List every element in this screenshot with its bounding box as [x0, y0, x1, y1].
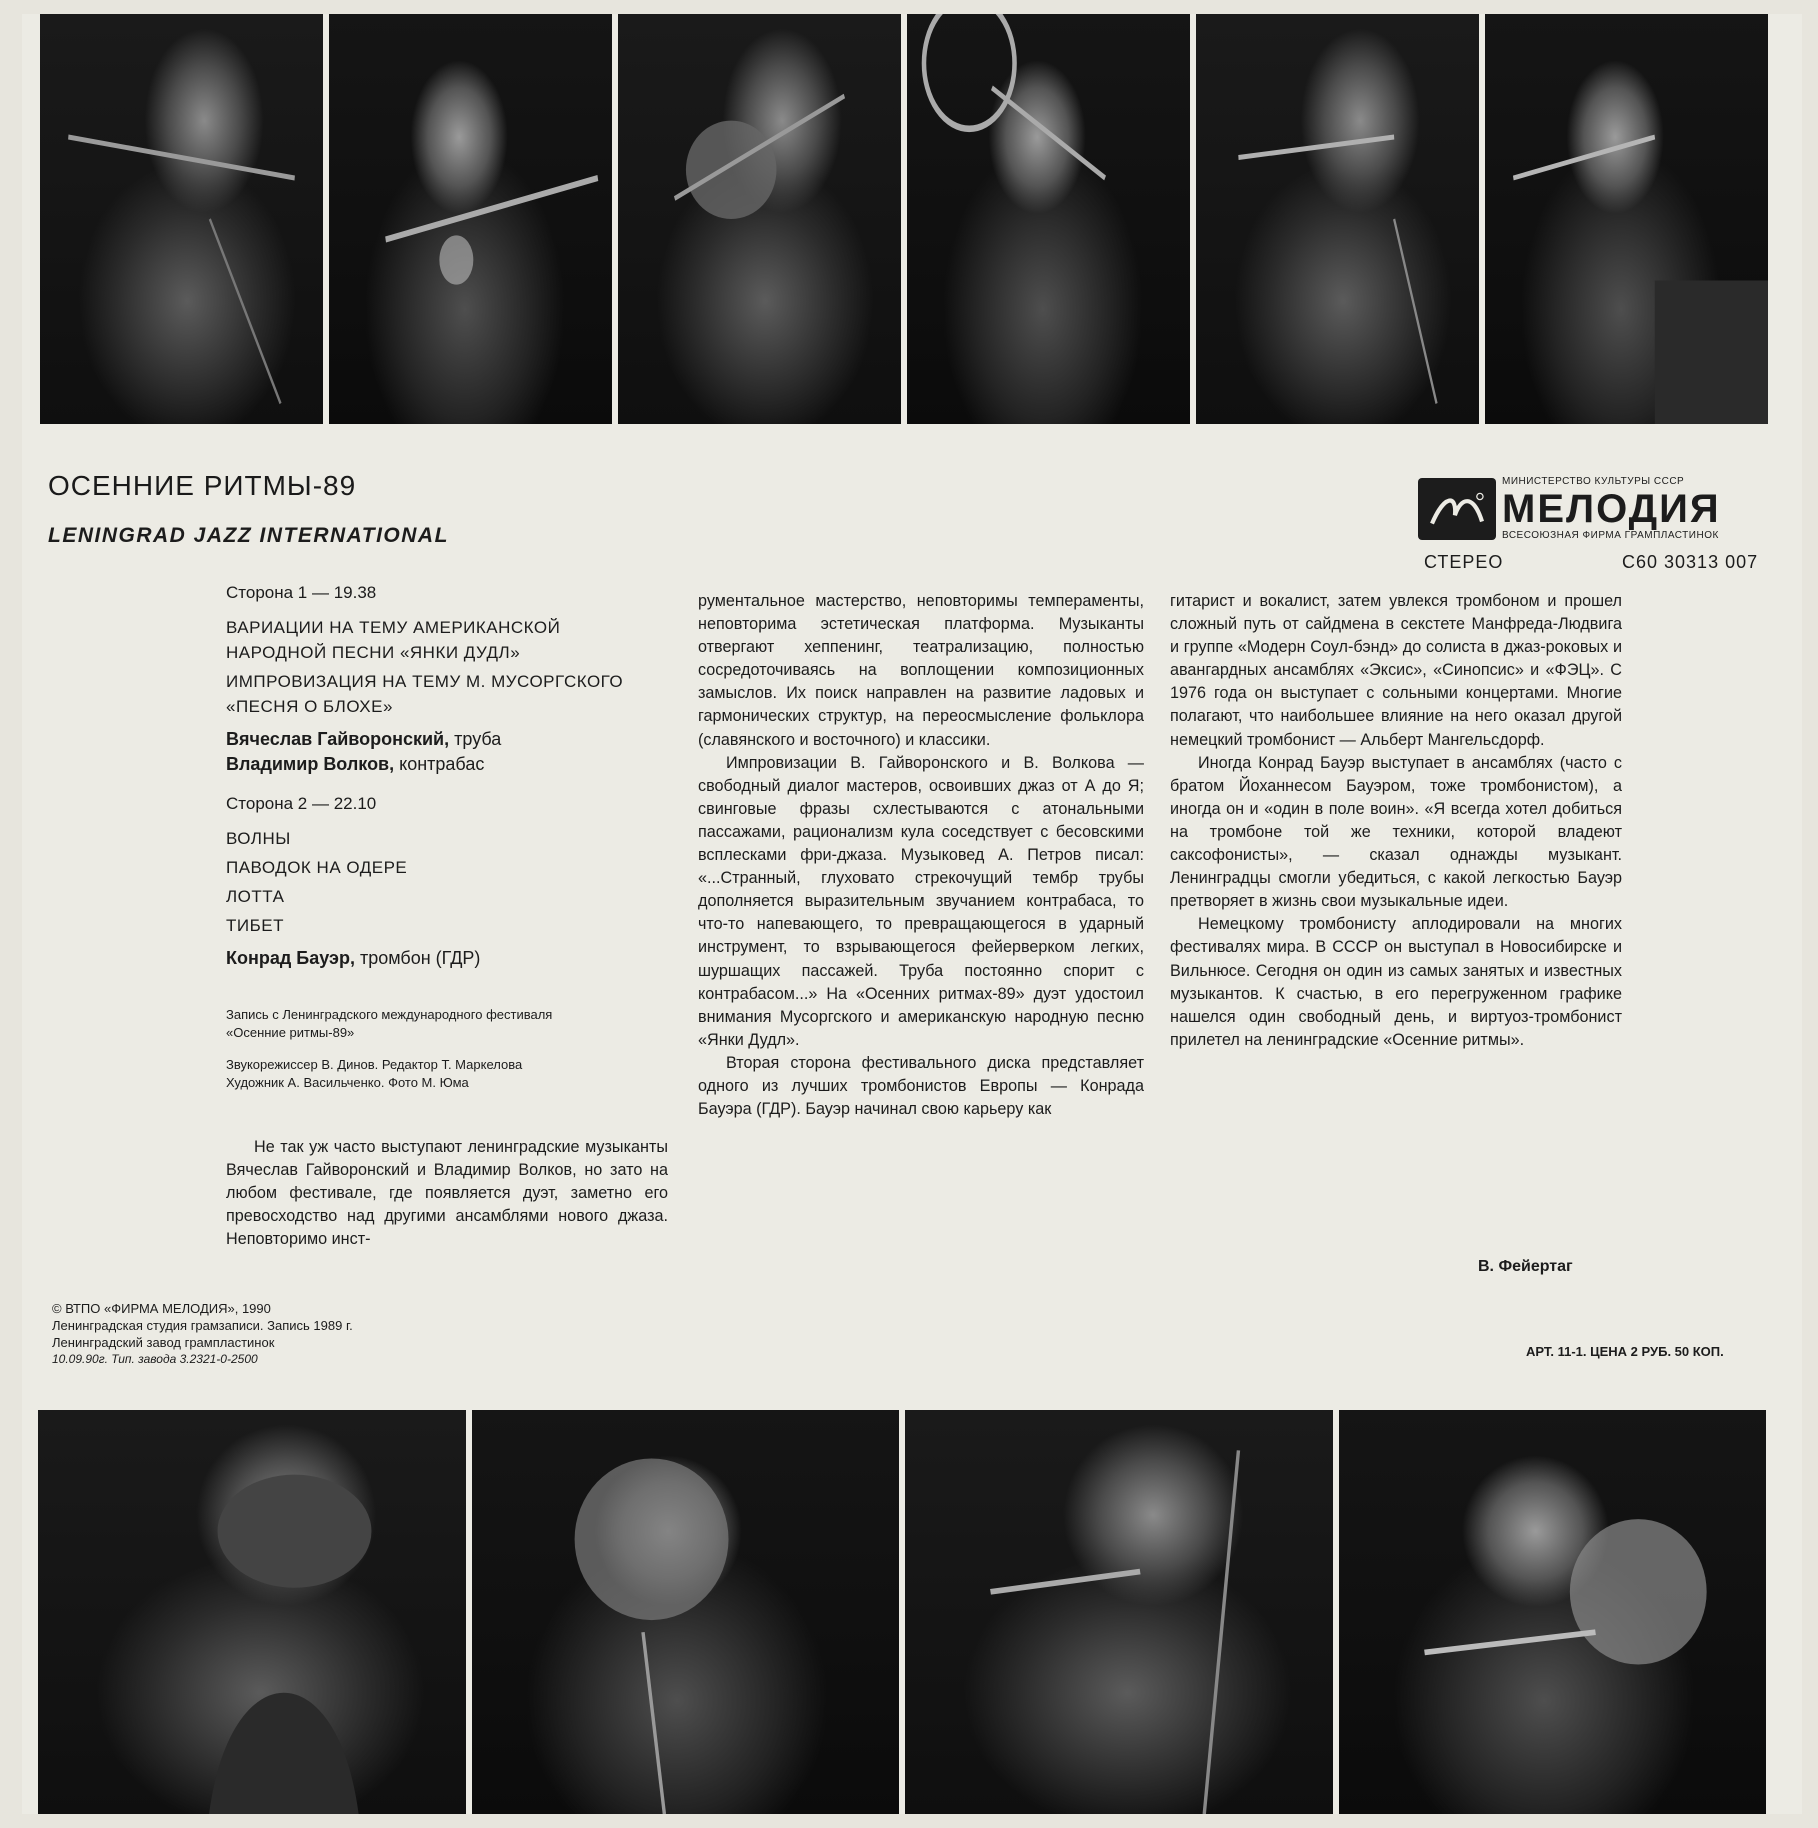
print-run-info: 10.09.90г. Тип. завода 3.2321-0-2500: [52, 1352, 258, 1366]
artist-credit: Художник А. Васильченко. Фото М. Юма: [226, 1075, 469, 1090]
track-item: ИМПРОВИЗАЦИЯ НА ТЕМУ М. МУСОРГСКОГО «ПЕСНЯ О БЛОХЕ»: [226, 672, 624, 716]
liner-notes-column-3: [1170, 590, 1622, 1052]
photo-bassist-2: [472, 1410, 900, 1814]
liner-paragraph: Не так уж часто выступают ленинградские музыканты Вячеслав Гайворонский и Владимир Волков, но зато на любом фестивале, где появляется дуэт, заметно его превосходство над другими ансамблями нового джаза. Неповторимо инст-: [226, 1138, 668, 1249]
logo-company: ВСЕСОЮЗНАЯ ФИРМА ГРАМПЛАСТИНОК: [1502, 530, 1719, 541]
tracklist: [226, 580, 646, 971]
photo-trombonist-3: [618, 14, 901, 424]
melodiya-logo-icon: [1418, 478, 1496, 540]
performer-name: Владимир Волков,: [226, 754, 395, 774]
photo-trumpeter: [1339, 1410, 1767, 1814]
stereo-label: СТЕРЕО: [1424, 552, 1504, 572]
track-item: ВОЛНЫ: [226, 829, 291, 848]
performer-role: труба: [449, 729, 502, 749]
liner-notes-column-2: [698, 590, 1144, 1121]
liner-paragraph: Иногда Конрад Бауэр выступает в ансамблях (часто с братом Йоханнесом Бауэром, тоже тромбонистом), а иногда он и «один в поле воин». «Я всегда хотел добиться на тромбоне той же техники, которой владеют саксофонисты», — сказал однажды музыкант. Ленинградцы смогли убедиться, с какой легкостью Бауэр претворяет в жизнь свои музыкальные идеи.: [1170, 753, 1622, 911]
liner-paragraph: рументальное мастерство, неповторимы темпераменты, неповторима эстетическая платформа. Музыканты отвергают хеппенинг, театрализацию, полностью сосредоточиваясь на воплощении композиционных замыслов. Их поиск направлен на развитие ладовых и гармонических структур, на переосмысление фольклора (славянского и восточного) и классики.: [698, 592, 1144, 749]
liner-paragraph: гитарист и вокалист, затем увлекся тромбоном и прошел сложный путь от сайдмена в секстете Манфреда-Людвига и группе «Модерн Соул-бэнд» до солиста в джаз-роковых и авангардных ансамблях «Эксис», «Синопсис» и «ФЭЦ». С 1976 года он выступает с сольными концертами. Многие полагают, что наибольшее влияние на него оказал другой немецкий тромбонист — Альберт Мангельсдорф.: [1170, 592, 1622, 749]
photo-bassist-1: [38, 1410, 466, 1814]
photo-trombonist-6: [1485, 14, 1768, 424]
author-signature: В. Фейертаг: [1478, 1258, 1573, 1275]
record-sleeve-back: [22, 14, 1802, 1814]
side-2-heading: Сторона 2 — 22.10: [226, 794, 377, 813]
liner-paragraph: Импровизации В. Гайворонского и В. Волкова — свободный диалог мастеров, освоивших джаз от А до Я; свинговые фразы схлестываются с атональными пассажами, рационализм кула соседствует с бесовскими всплесками фри-джаза. Музыковед А. Петров писал: «...Странный, глуховато стрекочущий тембр трубы дополняется выразительным звучанием контрабаса, то что-то напевающего, то превращающегося в ударный инструмент, то взрывающегося фейерверком легких, шуршащих пассажей. Труба постоянно спорит с контрабасом...» На «Осенних ритмах-89» дуэт удостоил внимания Мусоргского и американскую народную песню «Янки Дудл».: [698, 753, 1144, 1049]
price-label: АРТ. 11-1. ЦЕНА 2 РУБ. 50 КОП.: [1526, 1344, 1724, 1359]
production-credits: [226, 1006, 666, 1092]
side-1-heading: Сторона 1 — 19.38: [226, 583, 377, 602]
track-item: ПАВОДОК НА ОДЕРЕ: [226, 858, 408, 877]
liner-paragraph: Вторая сторона фестивального диска представляет одного из лучших тромбонистов Европы — Конрада Бауэра (ГДР). Бауэр начинал свою карьеру как: [698, 1053, 1144, 1119]
album-title: ОСЕННИЕ РИТМЫ-89: [48, 470, 357, 501]
performer: [226, 727, 646, 752]
performer-name: Конрад Бауэр,: [226, 948, 355, 968]
bottom-photo-strip: [38, 1410, 1766, 1814]
logo-name: МЕЛОДИЯ: [1502, 487, 1721, 531]
photo-trumpet-bass-duo: [905, 1410, 1333, 1814]
performer-role: тромбон (ГДР): [354, 948, 481, 968]
photo-trombonist-1: [40, 14, 323, 424]
photo-trombonist-5: [1196, 14, 1479, 424]
engineer-credit: Звукорежиссер В. Динов. Редактор Т. Маркелова: [226, 1057, 523, 1072]
recording-credit: Запись с Ленинградского международного фестиваля «Осенние ритмы-89»: [226, 1007, 553, 1040]
label-logo: [1418, 476, 1750, 542]
factory-info: Ленинградский завод грампластинок: [52, 1335, 275, 1350]
photo-trombonist-4: [907, 14, 1190, 424]
logo-text: [1502, 477, 1721, 541]
studio-info: Ленинградская студия грамзаписи. Запись 1989 г.: [52, 1318, 353, 1333]
performer-role: контрабас: [394, 754, 485, 774]
performer: [226, 752, 646, 777]
track-item: ВАРИАЦИИ НА ТЕМУ АМЕРИКАНСКОЙ НАРОДНОЙ ПЕСНИ «ЯНКИ ДУДЛ»: [226, 618, 561, 662]
track-item: ТИБЕТ: [226, 916, 284, 935]
photo-trombonist-2: [329, 14, 612, 424]
performer-name: Вячеслав Гайворонский,: [226, 729, 450, 749]
catalog-number: С60 30313 007: [1622, 552, 1759, 572]
footer-info: [52, 1300, 353, 1368]
spacer: [226, 777, 646, 791]
spacer: [226, 1042, 666, 1056]
logo-ministry: МИНИСТЕРСТВО КУЛЬТУРЫ СССР: [1502, 476, 1685, 487]
copyright: © ВТПО «ФИРМА МЕЛОДИЯ», 1990: [52, 1301, 271, 1316]
liner-notes-column-1: [226, 1136, 668, 1251]
album-subtitle: LENINGRAD JAZZ INTERNATIONAL: [48, 524, 449, 547]
performer: [226, 946, 646, 971]
track-item: ЛОТТА: [226, 887, 285, 906]
top-photo-strip: [40, 14, 1768, 424]
liner-paragraph: Немецкому тромбонисту аплодировали на многих фестивалях мира. В СССР он выступал в Новосибирске и Вильнюсе. Сегодня он один из самых занятых и известных музыкантов. К счастью, в его перегруженном графике нашелся один свободный день, и виртуоз-тромбонист прилетел на ленинградские «Осенние ритмы».: [1170, 915, 1622, 1049]
